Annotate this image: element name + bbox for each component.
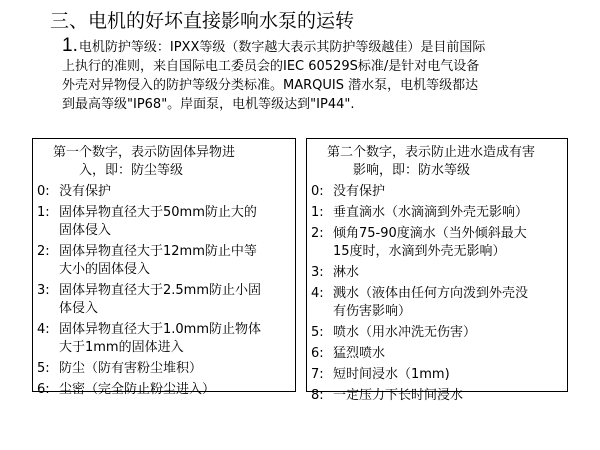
dust-protection-box (32, 138, 296, 397)
level-description (333, 324, 563, 342)
level-code: 1: (37, 205, 50, 220)
level-description-line: 淋水 (333, 265, 360, 280)
level-code: 5: (311, 325, 324, 340)
level-code: 1: (311, 205, 324, 220)
list-item (311, 345, 563, 363)
level-description (333, 225, 563, 261)
level-code: 7: (311, 367, 324, 382)
list-item (37, 360, 291, 378)
level-description-line: 固体异物直径大于12mm防止中等 (59, 244, 257, 259)
water-box-header-line: 影响，即：防水等级 (353, 163, 471, 178)
list-item (311, 183, 563, 201)
level-description-line: 固体异物直径大于2.5mm防止小固 (59, 283, 262, 298)
level-description-line: 溅水（液体由任何方向泼到外壳没 (333, 286, 529, 301)
level-description-line: 固体异物直径大于1.0mm防止物体 (59, 322, 262, 337)
level-code: 0: (311, 184, 324, 199)
level-code: 2: (311, 226, 324, 241)
level-code: 6: (37, 382, 50, 397)
list-item (311, 264, 563, 282)
level-description-line: 有伤害影响） (333, 304, 412, 319)
level-code: 6: (311, 346, 324, 361)
level-description-line: 防尘（防有害粉尘堆积） (59, 361, 203, 376)
water-level-list (311, 183, 563, 405)
list-item (311, 387, 563, 405)
level-code: 5: (37, 361, 50, 376)
level-code: 3: (311, 265, 324, 280)
level-code: 8: (311, 388, 324, 403)
level-description-line: 15度时，水滴到外壳无影响） (333, 244, 506, 259)
list-item (37, 321, 291, 357)
level-description-line: 没有保护 (59, 184, 112, 199)
level-description-line: 没有保护 (333, 184, 386, 199)
dust-box-header-line: 第一个数字，表示防固体异物进 (53, 145, 236, 160)
list-item (311, 225, 563, 261)
level-description (333, 366, 563, 384)
level-code: 2: (37, 244, 50, 259)
level-description-line: 喷水（用水冲洗无伤害） (333, 325, 477, 340)
intro-number: 1. (62, 35, 78, 56)
level-description (333, 387, 563, 405)
slide-title: 三、电机的好坏直接影响水泵的运转 (50, 10, 355, 32)
dust-level-list (37, 183, 291, 399)
level-code: 4: (37, 322, 50, 337)
list-item (311, 324, 563, 342)
level-description-line: 垂直滴水（水滴滴到外壳无影响） (333, 205, 529, 220)
level-description-line: 固体异物直径大于50mm防止大的 (59, 205, 257, 220)
level-description (333, 204, 563, 222)
level-description (59, 381, 291, 399)
dust-box-header (37, 144, 291, 180)
level-code: 3: (37, 283, 50, 298)
level-description (333, 285, 563, 321)
list-item (37, 204, 291, 240)
level-description (59, 183, 291, 201)
level-description-line: 猛烈喷水 (333, 346, 386, 361)
list-item (311, 366, 563, 384)
level-description (59, 360, 291, 378)
level-description-line: 大小的固体侵入 (59, 262, 151, 277)
intro-line: 上执行的准则，来自国际电工委员会的IEC 60529S标准/是针对电气设备 (62, 59, 480, 74)
level-code: 4: (311, 286, 324, 301)
level-description-line: 大于1mm的固体进入 (59, 340, 184, 355)
level-description-line: 体侵入 (59, 301, 99, 316)
level-description-line: 短时间浸水（1mm) (333, 367, 450, 382)
intro-line (62, 36, 592, 57)
level-description (59, 243, 291, 279)
water-protection-box (306, 138, 568, 403)
level-description-line: 尘密（完全防止粉尘进入） (59, 382, 216, 397)
level-description (333, 345, 563, 363)
list-item (311, 204, 563, 222)
list-item (37, 243, 291, 279)
list-item (311, 285, 563, 321)
dust-box-header-line: 入，即：防尘等级 (79, 163, 184, 178)
level-description-line: 一定压力下长时间浸水 (333, 388, 464, 403)
intro-line: 外壳对异物侵入的防护等级分类标准。MARQUIS 潜水泵，电机等级都达 (62, 78, 479, 93)
intro-line-text: 电机防护等级：IPXX等级（数字越大表示其防护等级越佳）是目前国际 (78, 40, 486, 55)
level-description (59, 321, 291, 357)
list-item (37, 282, 291, 318)
level-code: 0: (37, 184, 50, 199)
level-description-line: 倾角75-90度滴水（当外倾斜最大 (333, 226, 527, 241)
level-description (333, 183, 563, 201)
level-description-line: 固体侵入 (59, 223, 112, 238)
water-box-header-line: 第二个数字，表示防止进水造成有害 (327, 145, 536, 160)
list-item (37, 183, 291, 201)
intro-line: 到最高等级"IP68"。岸面泵，电机等级达到"IP44". (62, 97, 355, 112)
list-item (37, 381, 291, 399)
level-description (333, 264, 563, 282)
water-box-header (311, 144, 563, 180)
level-description (59, 282, 291, 318)
intro-paragraph (62, 36, 592, 114)
level-description (59, 204, 291, 240)
